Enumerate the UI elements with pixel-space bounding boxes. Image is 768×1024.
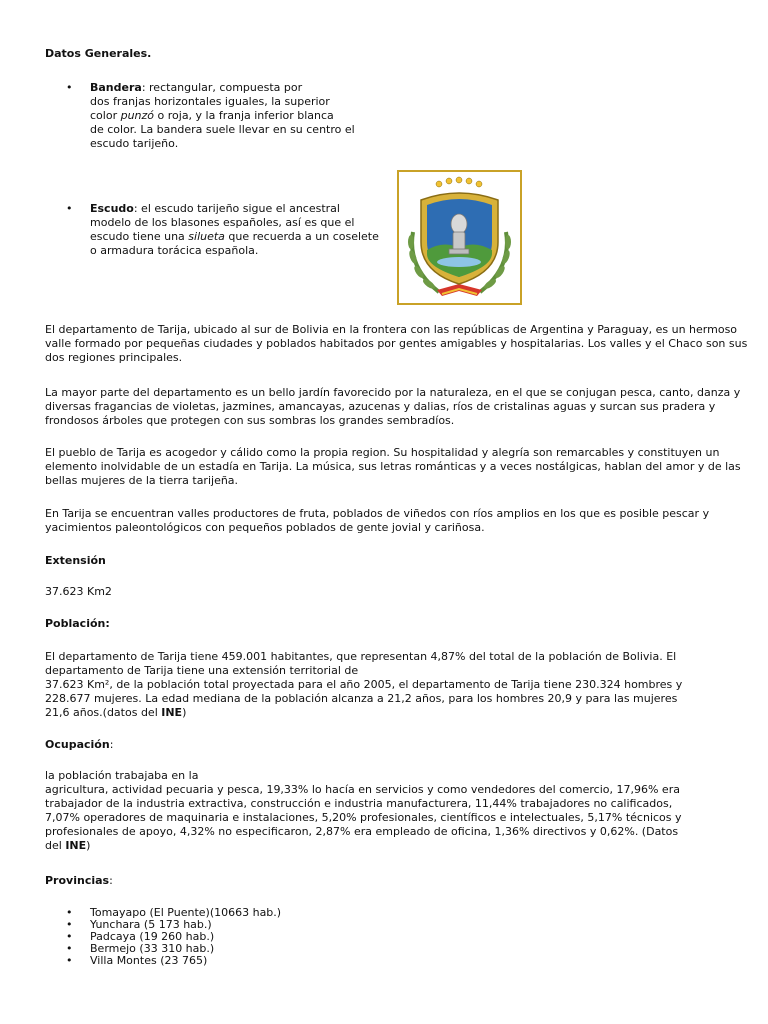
escudo-text: Escudo: el escudo tarijeño sigue el ancestral modelo de los blasones españoles, así es que el escudo tiene una silueta que recuerda a un coselete o armadura torácica española. <box>90 202 379 257</box>
escudo-label: Escudo <box>90 202 134 215</box>
ocupacion-text: la población trabajaba en la agricultura, actividad pecuaria y pesca, 19,33% lo hacía en servicios y como vendedores del comercio, 17,96% era trabajador de la industria extractiva, construcción e industria manufacturera, 11,44% trabajadores no calificados, 7,07% operadores de maquinaria e instalaciones, 5,20% profesionales, científicos e intelectuales, 5,17% técnicos y profesionales de apoyo, 4,32% no especificaron, 2,87% era empleado de oficina, 1,36% directivos y 0,62%. (Datos del INE) <box>45 769 682 852</box>
poblacion-heading: Población: <box>45 617 110 630</box>
coat-of-arms-image <box>397 170 522 305</box>
paragraph: En Tarija se encuentran valles productores de fruta, poblados de viñedos con ríos amplios en los que es posible pescar y yacimientos paleontológicos con pequeños poblados de gente jovial y cariñosa. <box>45 507 710 534</box>
escudo-item <box>66 202 386 262</box>
bandera-text: Bandera: rectangular, compuesta por dos franjas horizontales iguales, la superior color punzó o roja, y la franja inferior blanca de color. La bandera suele llevar en su centro el escudo tarijeño. <box>90 81 355 150</box>
paragraph: El pueblo de Tarija es acogedor y cálido como la propia region. Su hospitalidad y alegría son remarcables y constituyen un elemento inolvidable de un estadía en Tarija. La música, sus letras románticas y a veces nostálgicas, hablan del amor y de las bellas mujeres de la tierra tarijeña. <box>45 446 741 487</box>
bullet-marker: • <box>66 81 73 94</box>
ine-label: INE <box>65 839 87 852</box>
paragraph: El departamento de Tarija, ubicado al sur de Bolivia en la frontera con las repúblicas de Argentina y Paraguay, es un hermoso valle formado por pequeñas ciudades y poblados habitados por gentes amigables y hospitalarias. Los valles y el Chaco son sus dos regiones principales. <box>45 323 748 364</box>
bullet-marker: • <box>66 954 73 967</box>
document-page: Datos Generales. • Bandera: rectangular, compuesta por dos franjas horizontales iguales, la superior color punzó o roja, y la franja inferior blanca de color. La bandera suele llevar en su centro el escudo tarijeño. • Escudo: el escudo tarijeño sigue el ancestral modelo de los blasones españoles, así es que el escudo tiene una silueta que recuerda a un coselete o armadura torácica española. El departamento de Tarija, ubicado al sur de Bolivia en la frontera con las repúblicas de Argentina y Paraguay, es un hermoso valle formado por pequeñas ciudades y poblados habitados por gentes amigables y hospitalarias. Los valles y el Chaco son sus dos regiones principales. La mayor parte del departamento es un bello jardín favorecido por la naturaleza, en el que se conjugan pesca, canto, danza y diversas fragancias de violetas, jazmines, amancayas, azucenas y dalias, ríos de cristalinas aguas y surcan sus pradera y frondosos árboles que protegen con sus sombras los grandes sembradíos. El pueblo de Tarija es acogedor y cálido como la propia region. Su hospitalidad y alegría son remarcables y constituyen un elemento inolvidable de un estadía en Tarija. La música, sus letras románticas y a veces nostálgicas, hablan del amor y de las bellas mujeres de la tierra tarijeña. En Tarija se encuentran valles productores de fruta, poblados de viñedos con ríos amplios en los que es posible pescar y yacimientos paleontológicos con pequeños poblados de gente jovial y cariñosa. Extensión 37.623 Km2 Población: El departamento de Tarija tiene 459.001 habitantes, que representan 4,87% del total de la población de Bolivia. El departamento de Tarija tiene una extensión territorial de 37.623 Km², de la población total proyectada para el año 2005, el departamento de Tarija tiene 230.324 hombres y 228.677 mujeres. La edad mediana de la población alcanza a 21,2 años, para los hombres 20,9 y para las mujeres 21,6 años.(datos del INE) Ocupación: la población trabajaba en la agricultura, actividad pecuaria y pesca, 19,33% lo hacía en servicios y como vendedores del comercio, 17,96% era trabajador de la industria extractiva, construcción e industria manufacturera, 11,44% trabajadores no calificados, 7,07% operadores de maquinaria e instalaciones, 5,20% profesionales, científicos e intelectuales, 5,17% técnicos y profesionales de apoyo, 4,32% no especificaron, 2,87% era empleado de oficina, 1,36% directivos y 0,62%. (Datos del INE) Provincias: • Tomayapo (El Puente)(10663 hab.) • Yunchara (5 173 hab.) • Padcaya (19 260 hab.) • Bermejo (33 310 hab.) • Villa Montes (23 765) <box>0 0 768 1024</box>
ine-label: INE <box>161 706 183 719</box>
provincias-heading: Provincias: <box>45 874 113 887</box>
bullet-marker: • <box>66 918 73 931</box>
ocupacion-heading: Ocupación: <box>45 738 114 751</box>
bullet-marker: • <box>66 942 73 955</box>
coat-of-arms-icon <box>399 172 520 303</box>
bandera-label: Bandera <box>90 81 142 94</box>
extension-value: 37.623 Km2 <box>45 585 112 598</box>
bandera-item <box>66 81 386 153</box>
bullet-marker: • <box>66 202 73 215</box>
bullet-marker: • <box>66 906 73 919</box>
bullet-marker: • <box>66 930 73 943</box>
paragraph: La mayor parte del departamento es un bello jardín favorecido por la naturaleza, en el que se conjugan pesca, canto, danza y diversas fragancias de violetas, jazmines, amancayas, azucenas y dalias, ríos de cristalinas aguas y surcan sus pradera y frondosos árboles que protegen con sus sombras los grandes sembradíos. <box>45 386 741 427</box>
extension-heading: Extensión <box>45 554 106 567</box>
poblacion-text: El departamento de Tarija tiene 459.001 habitantes, que representan 4,87% del total de la población de Bolivia. El departamento de Tarija tiene una extensión territorial de 37.623 Km², de la población total proyectada para el año 2005, el departamento de Tarija tiene 230.324 hombres y 228.677 mujeres. La edad mediana de la población alcanza a 21,2 años, para los hombres 20,9 y para las mujeres 21,6 años.(datos del INE) <box>45 650 683 719</box>
page-title: Datos Generales. <box>45 47 152 60</box>
